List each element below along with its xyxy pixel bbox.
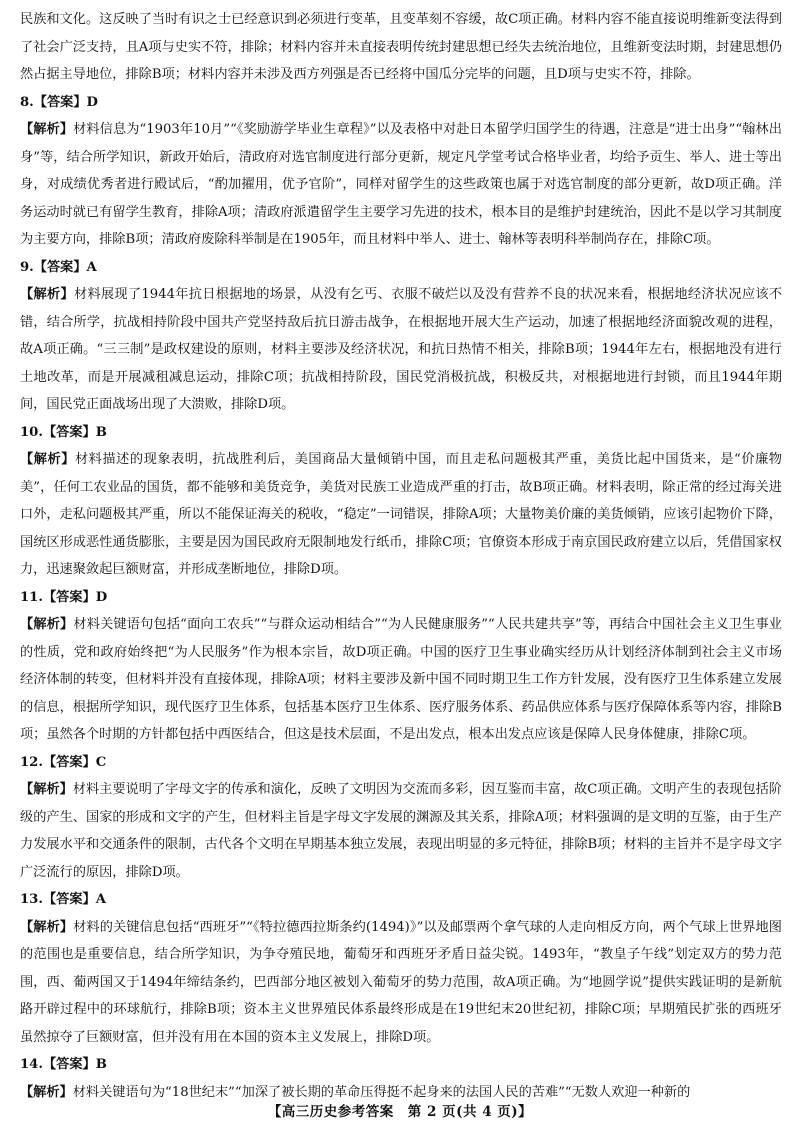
analysis-tag: 【解析】	[20, 617, 74, 632]
analysis-tag: 【解析】	[20, 287, 74, 302]
answer-heading	[20, 254, 782, 282]
answer-tag: 【答案】	[42, 892, 96, 907]
answer-heading	[20, 584, 782, 612]
analysis-paragraph	[20, 914, 782, 1052]
answer-letter: B	[95, 424, 107, 440]
answer-tag: 【答案】	[42, 589, 96, 605]
answer-heading	[20, 1051, 782, 1079]
answer-tag: 【答案】	[33, 259, 87, 275]
answer-letter: C	[95, 754, 107, 770]
answer-item-14	[20, 1051, 782, 1106]
answer-document	[20, 6, 782, 1106]
answer-tag: 【答案】	[42, 1057, 96, 1072]
answer-item-8	[20, 89, 782, 254]
analysis-paragraph	[20, 116, 782, 254]
analysis-paragraph	[20, 446, 782, 584]
intro-paragraph: 民族和文化。这反映了当时有识之士已经意识到必须进行变革，且变革刻不容缓，故C项正确。材料内容不能直接说明维新变法得到了社会广泛支持，且A项与史实不符，排除；材料内容并未直接表明传统封建思想已经失去统治地位，且维新变法时期，封建思想仍然占据主导地位，排除B项；材料内容并未涉及西方列强是否已经将中国瓜分完毕的问题，且D项与史实不符，排除。	[20, 12, 782, 82]
analysis-paragraph	[20, 611, 782, 749]
analysis-tag: 【解析】	[20, 782, 73, 797]
analysis-text: 材料信息为“1903年10月”“《奖励游学毕业生章程》”以及表格中对赴日本留学归国学生的待遇，注意是“进士出身”“翰林出身”等，结合所学知识，新政开始后，清政府对选官制度进行部分更新，规定凡学堂考试合格毕业者，均给予贡生、举人、进士等出身，对成绩优秀者进行殿试后，“酌加擢用，优予官阶”，同样对留学生的这些政策也属于对选官制度的部分更新，故D项正确。洋务运动时就已有留学生教育，排除A项；清政府派遣留学生主要学习先进的技术，根本目的是维护封建统治，因此不是以学习其制度为主要方向，排除B项；清政府废除科举制是在1905年，而且材料中举人、进士、翰林等表明科举制尚存在，排除C项。	[20, 122, 782, 247]
item-number: 14.	[20, 1057, 43, 1072]
answer-tag: 【答案】	[33, 94, 87, 110]
answer-item-10	[20, 419, 782, 584]
analysis-text: 材料展现了1944年抗日根据地的场景，从没有乞丐、衣服不破烂以及没有营养不良的状况来看，根据地经济状况应该不错，结合所学，抗战相持阶段中国共产党坚持敌后抗日游击战争，在根据地开展大生产运动，加速了根据地经济面貌改观的进程，故A项正确。“三三制”是政权建设的原则，材料主要涉及经济状况，和抗日热情不相关，排除B项；1944年左右，根据地没有进行土地改革，而是开展减租减息运动，排除C项；抗战相持阶段，国民党消极抗战，积极反共，对根据地进行封锁，而且1944年期间，国民党正面战场出现了大溃败，排除D项。	[20, 287, 783, 412]
item-number: 9.	[20, 259, 34, 275]
answer-tag: 【答案】	[42, 424, 96, 440]
answer-item-11	[20, 584, 782, 749]
answer-tag: 【答案】	[42, 754, 96, 770]
item-number: 10.	[20, 424, 43, 440]
answer-heading	[20, 886, 782, 914]
answer-heading	[20, 419, 782, 447]
analysis-text: 材料的关键信息包括“西班牙”“《特拉德西拉斯条约(1494)》”以及邮票两个拿气球的人走向相反方向，两个气球上世界地图的范围也是重要信息，结合所学知识，为争夺殖民地，葡萄牙和西班牙矛盾日益尖锐。1493年，“教皇子午线”划定双方的势力范围，西、葡两国又于1494年缔结条约，巴西部分地区被划入葡萄牙的势力范围，故A项正确。为“地圆学说”提供实践证明的是新航路开辟过程中的环球航行，排除B项；资本主义世界殖民体系最终形成是在19世纪末20世纪初，排除C项；早期殖民扩张的西班牙虽然掠夺了巨额财富，但并没有用在本国的资本主义发展上，排除D项。	[20, 919, 782, 1045]
item-number: 12.	[20, 754, 43, 770]
answer-letter: A	[95, 892, 106, 907]
analysis-tag: 【解析】	[20, 452, 75, 467]
answer-heading	[20, 89, 782, 117]
analysis-text: 材料关键语句包括“面向工农兵”“与群众运动相结合”“为人民健康服务”“人民共建共享”等，再结合中国社会主义卫生事业的性质，党和政府始终把“为人民服务”作为根本宗旨，故D项正确。中国的医疗卫生事业确实经历从计划经济体制到社会主义市场经济体制的转变，但材料并没有直接体现，排除A项；材料主要涉及新中国不同时期卫生工作方针发展，没有医疗卫生体系建立发展的信息，根据所学知识，现代医疗卫生体系，包括基本医疗卫生体系、医疗服务体系、药品供应体系与医疗保障体系等内容，排除B项；虽然各个时期的方针都包括中西医结合，但这是技术层面，不是出发点，根本出发点应该是保障人民身体健康，排除C项。	[20, 617, 782, 742]
answer-letter: D	[95, 589, 108, 605]
answer-item-9	[20, 254, 782, 419]
analysis-text: 材料主要说明了字母文字的传承和演化，反映了文明因为交流而多彩，因互鉴而丰富，故C项正确。文明产生的表现包括阶级的产生、国家的形成和文字的产生，但材料主旨是字母文字发展的渊源及其关系，排除A项；材料强调的是文明的互鉴，由于生产力发展水平和交通条件的限制，古代各个文明在早期基本独立发展，表现出明显的多元特征，排除B项；材料的主旨并不是字母文字广泛流行的原因，排除D项。	[20, 782, 782, 880]
answer-letter: A	[86, 259, 97, 275]
page-footer: 【高三历史参考答案 第 2 页(共 4 页)】	[267, 1104, 533, 1120]
item-number: 11.	[20, 589, 43, 605]
answer-letter: B	[95, 1057, 107, 1072]
analysis-tag: 【解析】	[20, 1084, 73, 1100]
answer-heading	[20, 749, 782, 777]
analysis-paragraph	[20, 776, 782, 886]
analysis-text: 材料描述的现象表明，抗战胜利后，美国商品大量倾销中国，而且走私问题极其严重，美货比起中国货来，是“价廉物美”，任何工农业品的国货，都不能够和美货竞争，美货对民族工业造成严重的打击，故B项正确。材料表明，除正常的经过海关进口外，走私问题极其严重，所以不能保证海关的税收，“稳定”一词错误，排除A项；大量物美价廉的美货倾销，应该引起物价下降，国统区形成恶性通货膨胀，主要是因为国民政府无限制地发行纸币，排除C项；官僚资本形成于南京国民政府建立以后，凭借国家权力，迅速聚敛起巨额财富，并形成垄断地位，排除D项。	[20, 452, 782, 577]
answer-item-12	[20, 749, 782, 887]
analysis-text: 材料关键语句为“18世纪末”“加深了被长期的革命压得挺不起身来的法国人民的苦难”“无数人欢迎一种新的	[72, 1084, 691, 1100]
item-number: 13.	[20, 892, 43, 907]
item-number: 8.	[20, 94, 34, 110]
answer-letter: D	[86, 94, 98, 110]
analysis-tag: 【解析】	[20, 122, 74, 137]
answer-item-13	[20, 886, 782, 1051]
analysis-tag: 【解析】	[20, 919, 74, 935]
analysis-paragraph	[20, 281, 782, 419]
